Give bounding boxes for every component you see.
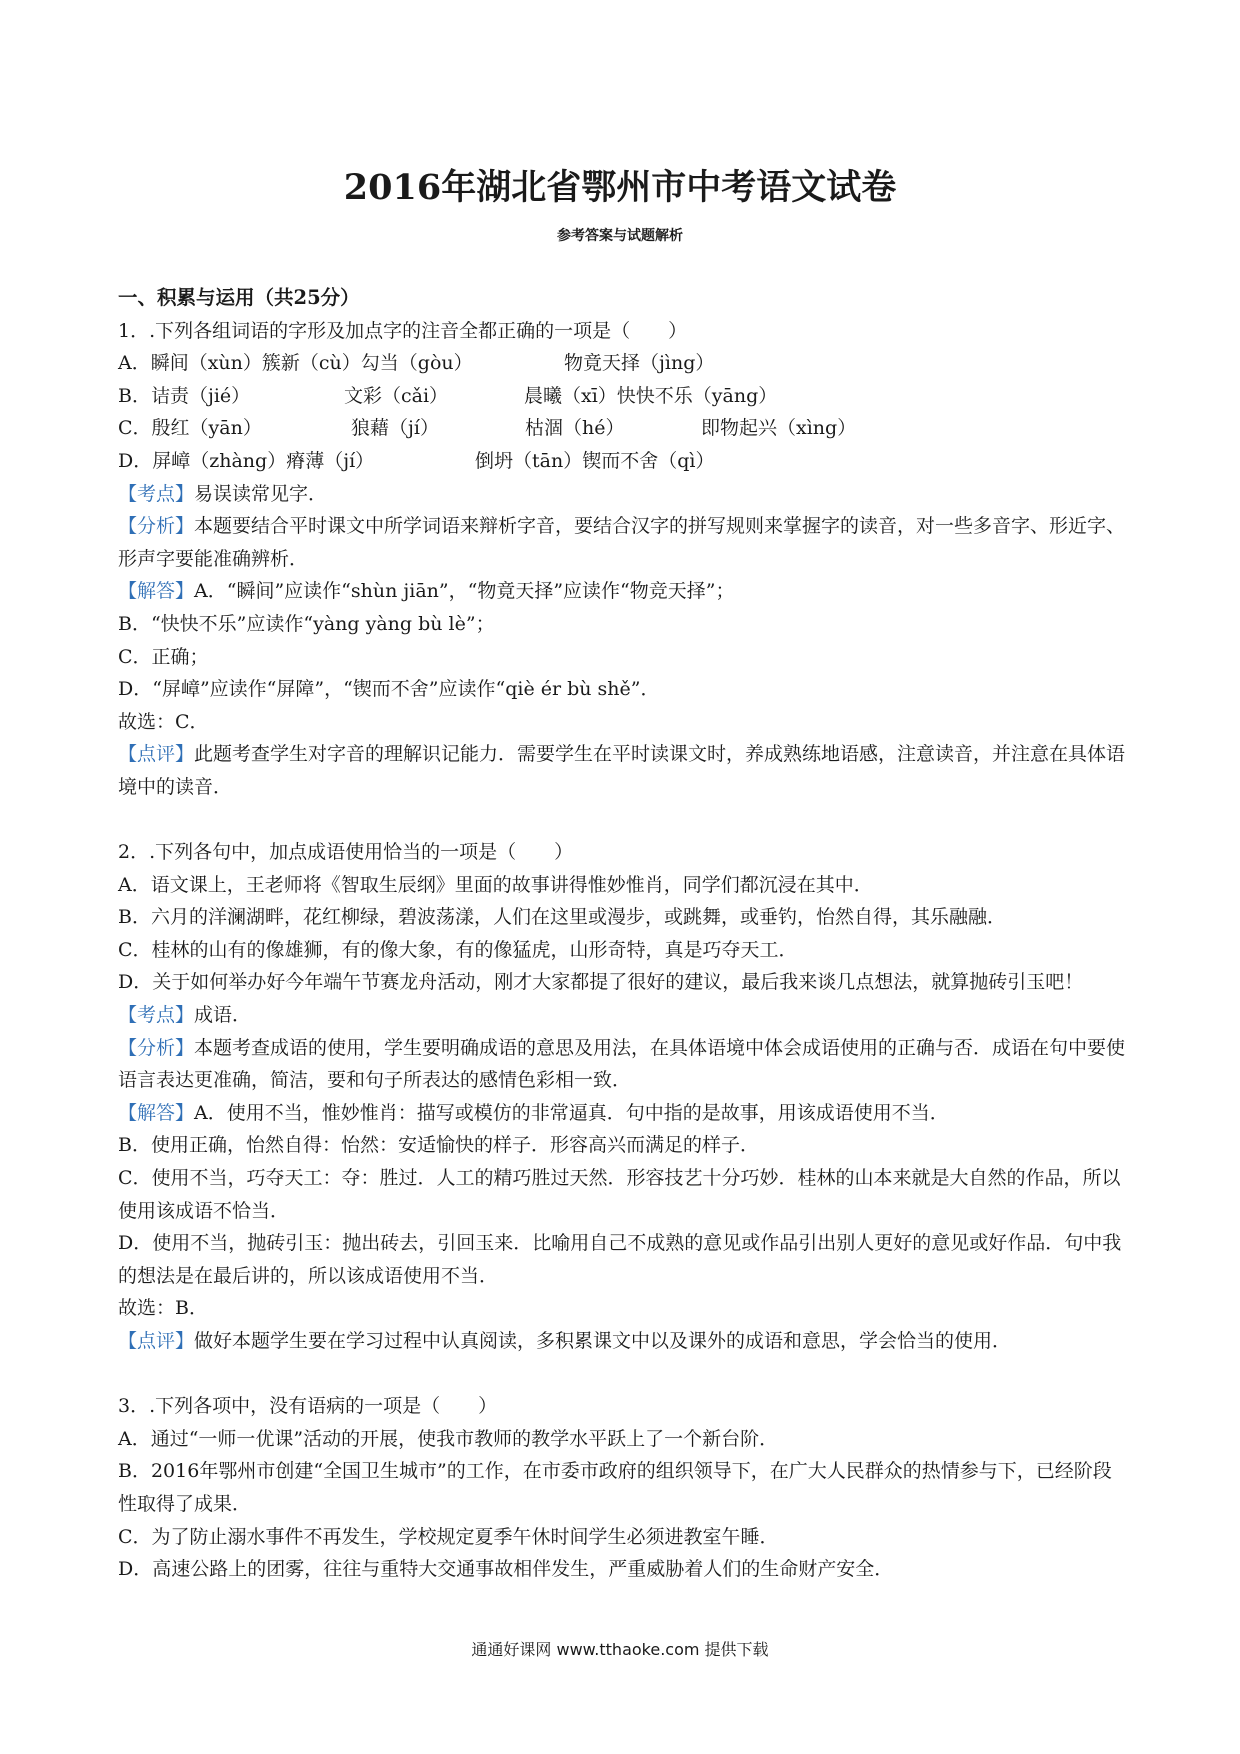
q1-option-d-part2: 倒坍（tān）锲而不舍（qì） xyxy=(475,449,715,472)
q1-fenxi-tag: 【分析】 xyxy=(118,515,195,538)
q2-dianping-tag: 【点评】 xyxy=(118,1330,195,1352)
page-footer: 通通好课网 www.tthaoke.com 提供下载 xyxy=(471,1640,769,1659)
q1-dianping-tag: 【点评】 xyxy=(118,743,195,766)
q1-option-c-part4: 即物起兴（xìng） xyxy=(701,417,857,440)
q1-option-d-part1: D．屏嶂（zhàng）瘠薄（jí） xyxy=(118,449,375,472)
q1-option-b xyxy=(118,380,1128,413)
q2-option-b: B．六月的洋澜湖畔，花红柳绿，碧波荡漾，人们在这里或漫步，或跳舞，或垂钓，怡然自得，其乐融融． xyxy=(118,906,1006,929)
page-title: 2016年湖北省鄂州市中考语文试卷 xyxy=(343,167,897,208)
q1-jieda-tag: 【解答】 xyxy=(118,580,195,603)
q1-option-c-part3: 枯涸（hé） xyxy=(525,417,625,440)
q1-jieda-text: A．“瞬间”应读作“shùn jiān”，“物竟天择”应读作“物竞天择”； xyxy=(194,580,735,603)
q3-option-c: C．为了防止溺水事件不再发生，学校规定夏季午休时间学生必须进教室午睡． xyxy=(118,1525,779,1548)
q1-stem: 1．.下列各组词语的字形及加点字的注音全都正确的一项是（ ） xyxy=(118,319,688,342)
q1-option-b-part1: B．诘责（jié） xyxy=(118,384,251,407)
q1-option-b-part3: 晨曦（xī）快快不乐（yāng） xyxy=(524,384,778,407)
q1-jieda-c: C．正确； xyxy=(118,645,209,668)
q1-option-c-part2: 狼藉（jí） xyxy=(351,417,439,440)
q2-answer: 故选：B． xyxy=(118,1297,208,1320)
document-body xyxy=(118,282,1128,1586)
q2-jieda-b: B．使用正确，怡然自得：怡然：安适愉快的样子．形容高兴而满足的样子． xyxy=(118,1134,759,1157)
q1-jieda-b: B．“快快不乐”应读作“yàng yàng bù lè”； xyxy=(118,612,495,635)
q2-dianping-text: 做好本题学生要在学习过程中认真阅读，多积累课文中以及课外的成语和意思，学会恰当的使用． xyxy=(194,1330,1012,1352)
q2-kaodian-tag: 【考点】 xyxy=(118,1004,195,1027)
q1-answer: 故选：C． xyxy=(118,710,209,733)
q3-option-a: A．通过“一师一优课”活动的开展，使我市教师的教学水平跃上了一个新台阶． xyxy=(118,1427,779,1450)
q2-kaodian xyxy=(118,999,1128,1032)
q2-fenxi-tag: 【分析】 xyxy=(118,1036,195,1059)
q1-option-b-part2: 文彩（cǎi） xyxy=(344,384,449,407)
q1-option-c-part1: C．殷红（yān） xyxy=(118,417,262,440)
q1-option-d xyxy=(118,445,1128,478)
q1-option-c xyxy=(118,412,1128,445)
q1-dianping-text: 此题考查学生对字音的理解识记能力．需要学生在平时读课文时，养成熟练地语感，注意读音，并注意在具体语境中的读音． xyxy=(118,743,1126,798)
spacer xyxy=(118,1358,1128,1391)
q2-fenxi xyxy=(118,1032,1128,1097)
q1-kaodian-text: 易误读常见字． xyxy=(194,482,328,505)
q1-option-a-part2: 物竟天择（jìng） xyxy=(564,352,715,375)
q3-stem: 3．.下列各项中，没有语病的一项是（ ） xyxy=(118,1395,498,1418)
q1-jieda-d: D．“屏嶂”应读作“屏障”，“锲而不舍”应读作“qiè ér bù shě”． xyxy=(118,678,660,701)
q2-jieda-tag: 【解答】 xyxy=(118,1101,195,1124)
q1-fenxi xyxy=(118,510,1128,575)
q2-jieda xyxy=(118,1097,1128,1130)
q1-kaodian-tag: 【考点】 xyxy=(118,482,195,505)
q3-option-d: D．高速公路上的团雾，往往与重特大交通事故相伴发生，严重威胁着人们的生命财产安全． xyxy=(118,1558,894,1581)
q1-kaodian xyxy=(118,478,1128,511)
page-subtitle: 参考答案与试题解析 xyxy=(557,228,683,244)
q2-jieda-c: C．使用不当，巧夺天工：夺：胜过．人工的精巧胜过天然．形容技艺十分巧妙．桂林的山本来就是大自然的作品，所以使用该成语不恰当． xyxy=(118,1167,1121,1222)
q2-jieda-d: D．使用不当，抛砖引玉：抛出砖去，引回玉来．比喻用自己不成熟的意见或作品引出别人更好的意见或好作品．句中我的想法是在最后讲的，所以该成语使用不当． xyxy=(118,1232,1122,1287)
q2-kaodian-text: 成语． xyxy=(194,1004,252,1027)
q2-dianping xyxy=(118,1325,1128,1358)
q1-dianping xyxy=(118,738,1128,803)
q1-option-a xyxy=(118,347,1128,380)
spacer xyxy=(118,804,1128,837)
q2-fenxi-text: 本题考查成语的使用，学生要明确成语的意思及用法，在具体语境中体会成语使用的正确与否．成语在句中要使语言表达更准确，简洁，要和句子所表达的感情色彩相一致． xyxy=(118,1036,1126,1092)
q1-option-a-part1: A．瞬间（xùn）簇新（cù）勾当（gòu） xyxy=(118,352,473,375)
q2-jieda-text: A．使用不当，惟妙惟肖：描写或模仿的非常逼真．句中指的是故事，用该成语使用不当． xyxy=(194,1101,949,1124)
q3-option-b: B．2016年鄂州市创建“全国卫生城市”的工作，在市委市政府的组织领导下，在广大人民群众的热情参与下，已经阶段性取得了成果． xyxy=(118,1460,1112,1515)
q1-fenxi-text: 本题要结合平时课文中所学词语来辩析字音，要结合汉字的拼写规则来掌握字的读音，对一些多音字、形近字、形声字要能准确辨析． xyxy=(118,515,1126,570)
section-heading: 一、积累与运用（共25分） xyxy=(118,286,360,309)
q2-option-a: A．语文课上，王老师将《智取生辰纲》里面的故事讲得惟妙惟肖，同学们都沉浸在其中． xyxy=(118,873,873,896)
q2-option-d: D．关于如何举办好今年端午节赛龙舟活动，刚才大家都提了很好的建议，最后我来谈几点想法，就算抛砖引玉吧！ xyxy=(118,971,1084,994)
q1-jieda xyxy=(118,575,1128,608)
q2-stem: 2．.下列各句中，加点成语使用恰当的一项是（ ） xyxy=(118,841,574,864)
q2-option-c: C．桂林的山有的像雄狮，有的像大象，有的像猛虎，山形奇特，真是巧夺天工． xyxy=(118,938,798,961)
